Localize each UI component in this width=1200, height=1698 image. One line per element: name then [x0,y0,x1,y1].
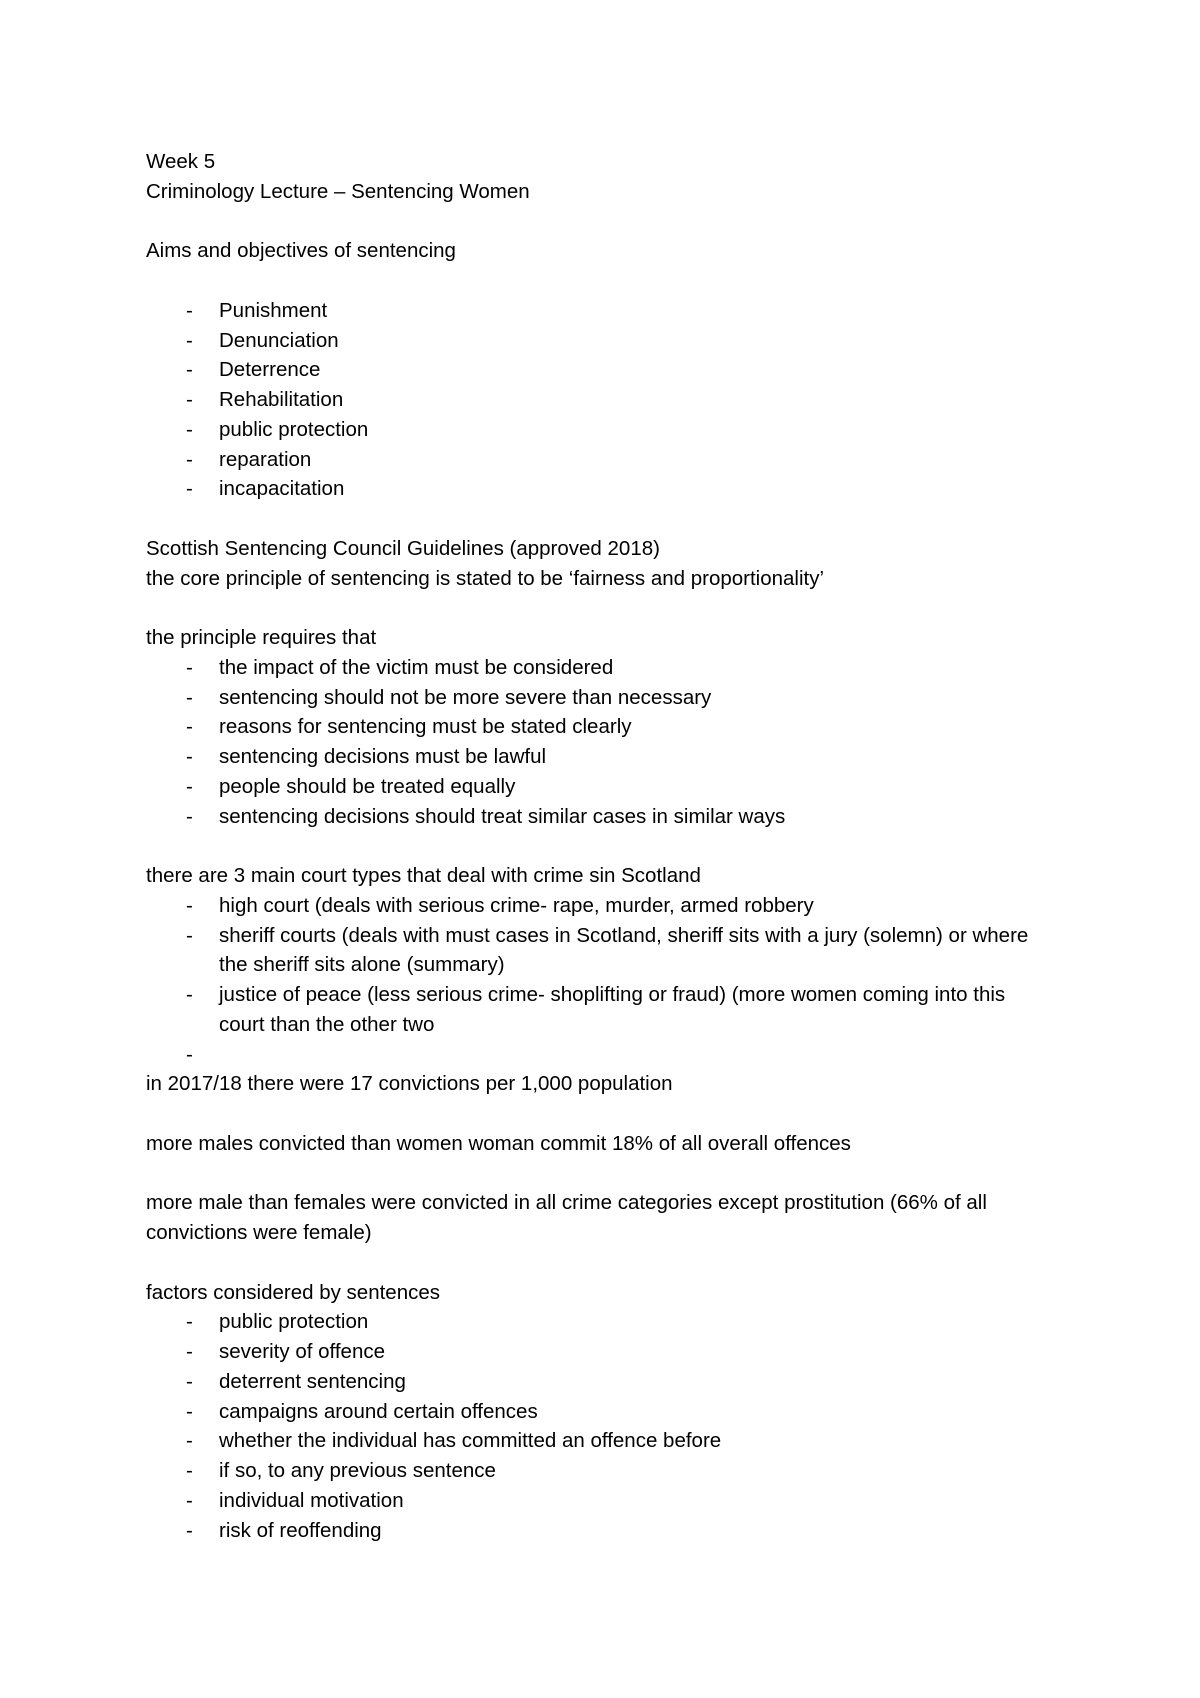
dash-bullet: - [186,1399,193,1423]
dash-bullet: - [186,1518,193,1542]
factors-list [146,1307,1046,1545]
dash-bullet: - [186,715,193,739]
dash-bullet: - [186,983,193,1006]
week-label: Week 5 [146,150,216,173]
list-item: - the impact of the victim must be considered [146,653,1046,683]
dash-bullet: - [186,804,193,828]
dash-bullet: - [186,1429,193,1453]
dash-bullet: - [186,1310,193,1334]
dash-bullet: - [186,1340,193,1363]
dash-bullet: - [186,745,193,768]
list-item: - whether the individual has committed an offence before [146,1426,1046,1456]
aims-heading: Aims and objectives of sentencing [146,239,456,263]
dash-bullet: - [186,655,193,679]
principle-list [146,653,1046,832]
spacer [146,1248,1046,1278]
dash-bullet: - [186,417,193,441]
list-item: - public protection [146,1307,1046,1337]
spacer [146,207,1046,237]
list-item: - severity of offence [146,1337,1046,1367]
spacer [146,266,1046,296]
list-item: - people should be treated equally [146,772,1046,802]
aims-list [146,296,1046,504]
spacer [146,504,1046,534]
dash-bullet: - [186,388,193,411]
list-item: - deterrent sentencing [146,1367,1046,1397]
spacer [146,831,1046,861]
list-item: - sheriff courts (deals with must cases in Scotland, sheriff sits with a jury (solemn) or where the sheriff sits alone (summary) [146,921,1046,981]
list-item: - sentencing should not be more severe than necessary [146,683,1046,713]
convictions-stat: in 2017/18 there were 17 convictions per 1,000 population [146,1072,673,1096]
dash-bullet: - [186,893,193,917]
dash-bullet: - [186,298,193,322]
list-item: - Rehabilitation [146,385,1046,415]
list-item: - individual motivation [146,1486,1046,1516]
dash-bullet: - [186,685,193,709]
courts-list [146,891,1046,1070]
list-item: - incapacitation [146,474,1046,504]
list-item: - justice of peace (less serious crime- shoplifting or fraud) (more women coming into this court than the other two [146,980,1046,1040]
spacer [146,593,1046,623]
dash-bullet: - [186,1459,193,1482]
list-item: - risk of reoffending [146,1516,1046,1546]
principle-heading: the principle requires that [146,626,377,649]
list-item: - Denunciation [146,326,1046,356]
list-item: - Deterrence [146,355,1046,385]
dash-bullet: - [186,923,193,947]
dash-bullet: - [186,1042,193,1066]
guidelines-text: the core principle of sentencing is stated to be ‘fairness and proportionality’ [146,566,825,590]
dash-bullet: - [186,774,193,798]
lecture-title: Criminology Lecture – Sentencing Women [146,179,530,203]
list-item [146,1040,1046,1070]
list-item: - if so, to any previous sentence [146,1456,1046,1486]
dash-bullet: - [186,358,193,382]
courts-heading: there are 3 main court types that deal with crime sin Scotland [146,864,701,887]
list-item: - sentencing decisions must be lawful [146,742,1046,772]
list-item: - high court (deals with serious crime- rape, murder, armed robbery [146,891,1046,921]
list-item: - reparation [146,445,1046,475]
list-item: - Punishment [146,296,1046,326]
spacer [146,1099,1046,1129]
document-body [146,147,1046,1545]
males-stat: more males convicted than women woman commit 18% of all overall offences [146,1131,851,1155]
factors-heading: factors considered by sentences [146,1280,440,1304]
categories-stat: more male than females were convicted in all crime categories except prostitution (66% of all convictions were female) [146,1191,987,1244]
spacer [146,1159,1046,1189]
list-item: - reasons for sentencing must be stated clearly [146,712,1046,742]
dash-bullet: - [186,1488,193,1512]
dash-bullet: - [186,328,193,352]
list-item: - public protection [146,415,1046,445]
dash-bullet: - [186,1369,193,1393]
guidelines-heading: Scottish Sentencing Council Guidelines (approved 2018) [146,536,660,560]
dash-bullet: - [186,447,193,471]
list-item: - sentencing decisions should treat similar cases in similar ways [146,802,1046,832]
list-item: - campaigns around certain offences [146,1397,1046,1427]
dash-bullet: - [186,477,193,501]
